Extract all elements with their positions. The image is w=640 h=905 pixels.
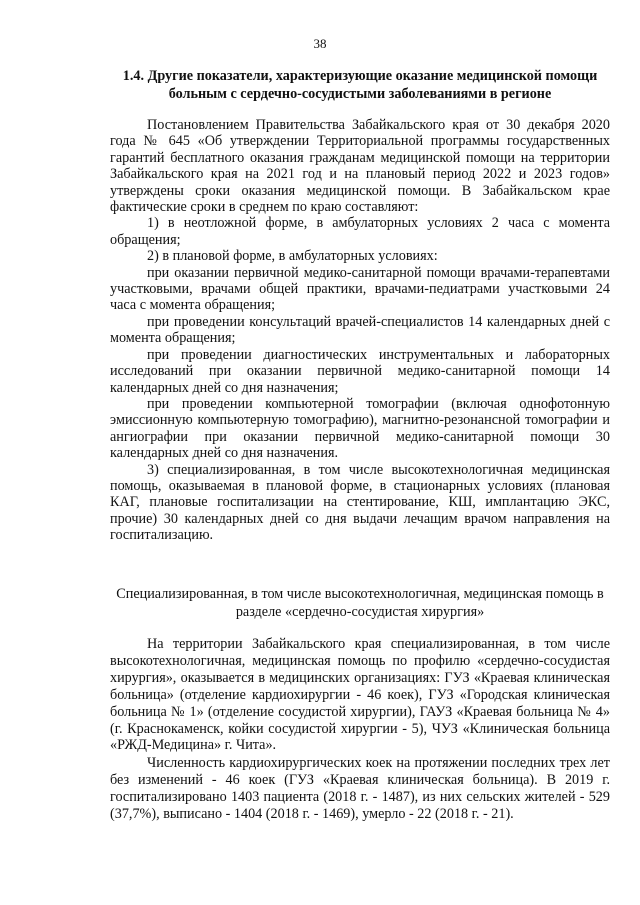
paragraph-organizations: На территории Забайкальского края специализированная, в том числе высокотехнологичная, медицинская помощь по профилю «сердечно-сосудистая хирургия», оказывается в медицинских организациях: ГУЗ «Краевая клиническая больница» (отделение кардиохирургии - 46 коек), ГУЗ «Городская клиническая больница № 1» (отделение сосудистой хирургии), ГАУЗ «Краевая больница № 4» (г. Краснокаменск, койки сосудистой хирургии - 5), ЧУЗ «Клиническая больница «РЖД-Медицина» г. Чита». [110,636,610,754]
body-text-block-2 [110,636,610,823]
subsection-heading: Специализированная, в том числе высокотехнологичная, медицинская помощь в разделе «сердечно-сосудистая хирургия» [116,586,604,620]
body-text-block-1 [110,117,610,544]
paragraph-item-2-diagnostics: при проведении диагностических инструментальных и лабораторных исследований при оказании первичной медико-санитарной помощи 14 календарных дней со дня назначения; [110,346,610,396]
page-number: 38 [313,36,327,51]
paragraph-item-2: 2) в плановой форме, в амбулаторных условиях: [147,248,438,265]
section-heading: 1.4. Другие показатели, характеризующие оказание медицинской помощи больным с сердечно-сосудистыми заболеваниями в регионе [122,68,598,102]
paragraph-item-1: 1) в неотложной форме, в амбулаторных условиях 2 часа с момента обращения; [110,215,610,248]
paragraph-bed-statistics: Численность кардиохирургических коек на протяжении последних трех лет без изменений - 46 коек (ГУЗ «Краевая клиническая больница). В 2019 г. госпитализировано 1403 пациента (2018 г. - 1487), из них сельских жителей - 529 (37,7%), выписано - 1404 (2018 г. - 1469), умерло - 22 (2018 г. - 21). [110,755,610,823]
paragraph-item-2-consultations: при проведении консультаций врачей-специалистов 14 календарных дней с момента обращения; [110,313,610,347]
paragraph-item-2-primary-care: при оказании первичной медико-санитарной помощи врачами-терапевтами участковыми, врачами общей практики, врачами-педиатрами участковыми 24 часа с момента обращения; [110,264,610,314]
paragraph-item-2-tomography: при проведении компьютерной томографии (включая однофотонную эмиссионную компьютерную томографию), магнитно-резонансной томографии и ангиографии при оказании первичной медико-санитарной помощи 30 календарных дней со дня назначения. [110,395,610,462]
paragraph-resolution: Постановлением Правительства Забайкальского края от 30 декабря 2020 года № 645 «Об утверждении Территориальной программы государственных гарантий бесплатного оказания гражданам медицинской помощи на территории Забайкальского края на 2021 год и на плановый период 2022 и 2023 годов» утверждены сроки оказания медицинской помощи. В Забайкальском крае фактические сроки в среднем по краю составляют: [110,117,610,216]
paragraph-item-3: 3) специализированная, в том числе высокотехнологичная медицинская помощь, оказываемая в плановой форме, в стационарных условиях (плановая КАГ, плановые госпитализации на стентирование, КШ, имплантацию ЭКС, прочие) 30 календарных дней со дня выдачи лечащим врачом направления на госпитализацию. [110,461,610,544]
